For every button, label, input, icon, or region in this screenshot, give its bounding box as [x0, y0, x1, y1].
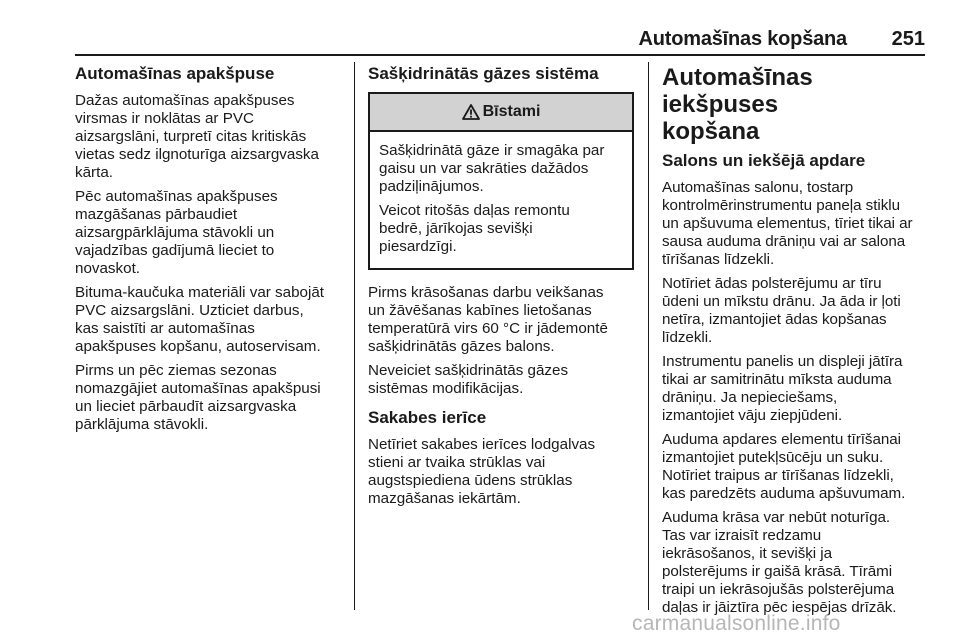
column-1 — [75, 64, 347, 440]
warning-paragraph: Veicot ritošās daļas remontu bedrē, jārīkojas sevišķi piesardzīgi. — [379, 202, 570, 255]
paragraph: Netīriet sakabes ierīces lodgalvas stieni ar tvaika strūklas vai augstspiediena ūdens strūklas mazgāšanas iekārtām. — [368, 436, 596, 507]
paragraph: Pēc automašīnas apakšpuses mazgāšanas pārbaudiet aizsargpārklājuma stāvokli un vajadzības gadījumā lieciet to novaskot. — [75, 188, 278, 277]
subsection-heading-towbar: Sakabes ierīce — [368, 408, 487, 427]
paragraph: Pirms krāsošanas darbu veikšanas un žāvēšanas kabīnes lietošanas temperatūrā virs 60 °C ir jādemontē sašķidrinātās gāzes balons. — [368, 284, 608, 355]
danger-warning-box — [368, 92, 634, 270]
subsection-heading-interior-trim: Salons un iekšējā apdare — [662, 151, 866, 170]
column-divider-1 — [354, 62, 355, 610]
page-number: 251 — [891, 28, 925, 50]
warning-paragraph: Sašķidrinātā gāze ir smagāka par gaisu un var sakrāties dažādos padziļinājumos. — [379, 142, 605, 195]
column-3 — [662, 64, 927, 623]
section-heading-lpg: Sašķidrinātās gāzes sistēma — [368, 64, 599, 83]
paragraph: Auduma krāsa var nebūt noturīga. Tas var izraisīt redzamu iekrāsošanos, it sevišķi ja polsterējums ir gaišā krāsā. Tīrāmi traipi un iekrāsojušās polsterējuma daļas ir jāiztīra pēc iespējas drīzāk. — [662, 509, 897, 616]
warning-triangle-icon — [462, 104, 480, 120]
paragraph: Auduma apdares elementu tīrīšanai izmantojiet putekļsūcēju un suku. Notīriet traipus ar tīrīšanas līdzekli, kas paredzēts auduma apšuvumam. — [662, 431, 906, 502]
paragraph: Automašīnas salonu, tostarp kontrolmērinstrumentu paneļa stiklu un apšuvuma elementus, tīriet tikai ar sausa auduma drāniņu vai ar salona tīrīšanas līdzekli. — [662, 179, 913, 268]
paragraph: Notīriet ādas polsterējumu ar tīru ūdeni un mīkstu drānu. Ja āda ir ļoti netīra, izmantojiet ādas kopšanas līdzekli. — [662, 275, 901, 346]
header-rule — [75, 54, 925, 56]
paragraph: Bituma-kaučuka materiāli var sabojāt PVC aizsargslāni. Uzticiet darbus, kas saistīti ar automašīnas apakšpuses kopšanu, autoservisam. — [75, 284, 325, 355]
paragraph: Pirms un pēc ziemas sezonas nomazgājiet automašīnas apakšpusi un lieciet pārbaudīt aizsargvaska pārklājuma stāvokli. — [75, 362, 321, 433]
column-divider-2 — [648, 62, 649, 610]
paragraph: Instrumentu panelis un displeji jātīra tikai ar samitrinātu mīksta auduma drāniņu. Ja nepieciešams, izmantojiet vāju ziepjūdeni. — [662, 353, 903, 424]
warning-body — [370, 132, 632, 268]
warning-header — [370, 94, 632, 132]
warning-title: Bīstami — [482, 103, 541, 120]
paragraph: Dažas automašīnas apakšpuses virsmas ir noklātas ar PVC aizsargslāni, turpretī citas kritiskās vietas sedz ilgnoturīga aizsargvaska kārta. — [75, 92, 319, 181]
section-heading-interior-care: Automašīnas iekšpuses kopšana — [662, 64, 813, 145]
watermark-text: carmanualsonline.info — [632, 612, 841, 635]
page-header — [75, 28, 925, 56]
chapter-title: Automašīnas kopšana — [638, 28, 847, 50]
paragraph: Neveiciet sašķidrinātās gāzes sistēmas modifikācijas. — [368, 362, 569, 397]
section-heading-underbody: Automašīnas apakšpuse — [75, 64, 275, 83]
column-2 — [368, 64, 638, 514]
